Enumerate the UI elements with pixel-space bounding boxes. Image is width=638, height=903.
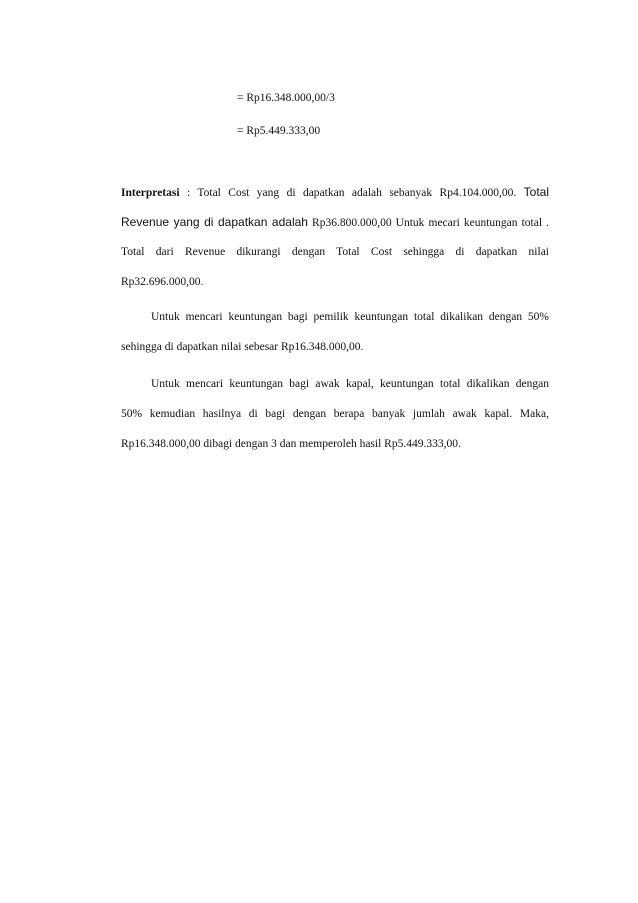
- crew-profit-line-1: Untuk mencari keuntungan bagi awak kapal, keuntungan total dikalikan dengan: [151, 378, 549, 390]
- calculation-line-2: = Rp5.449.333,00: [237, 125, 321, 137]
- interpretation-label: Interpretasi: [121, 187, 180, 199]
- interpretation-line-3: Total dari Revenue dikurangi dengan Total Cost sehingga di dapatkan nilai: [121, 246, 549, 258]
- interpretation-line-2-text: Rp36.800.000,00 Untuk mecari keuntungan total .: [307, 217, 549, 229]
- owner-profit-line-1: Untuk mencari keuntungan bagi pemilik keuntungan total dikalikan dengan 50%: [151, 311, 549, 323]
- owner-profit-paragraph: [121, 302, 549, 362]
- interpretation-line-2-sans: Revenue yang di dapatkan adalah: [121, 215, 308, 229]
- interpretation-line-4: Rp32.696.000,00.: [121, 276, 204, 288]
- interpretation-line-1-text: : Total Cost yang di dapatkan adalah sebanyak Rp4.104.000,00.: [179, 187, 524, 199]
- calculation-line-1: = Rp16.348.000,00/3: [237, 92, 335, 104]
- interpretation-line-1: [121, 177, 549, 207]
- crew-profit-paragraph: [121, 369, 549, 459]
- interpretation-paragraph: [121, 177, 549, 297]
- crew-profit-line-2: 50% kemudian hasilnya di bagi dengan berapa banyak jumlah awak kapal. Maka,: [121, 408, 549, 420]
- owner-profit-line-2: sehingga di dapatkan nilai sebesar Rp16.348.000,00.: [121, 341, 364, 353]
- interpretation-line-1-sans: Total: [523, 185, 549, 199]
- crew-profit-line-3: Rp16.348.000,00 dibagi dengan 3 dan memperoleh hasil Rp5.449.333,00.: [121, 438, 461, 450]
- interpretation-line-2: [121, 207, 549, 237]
